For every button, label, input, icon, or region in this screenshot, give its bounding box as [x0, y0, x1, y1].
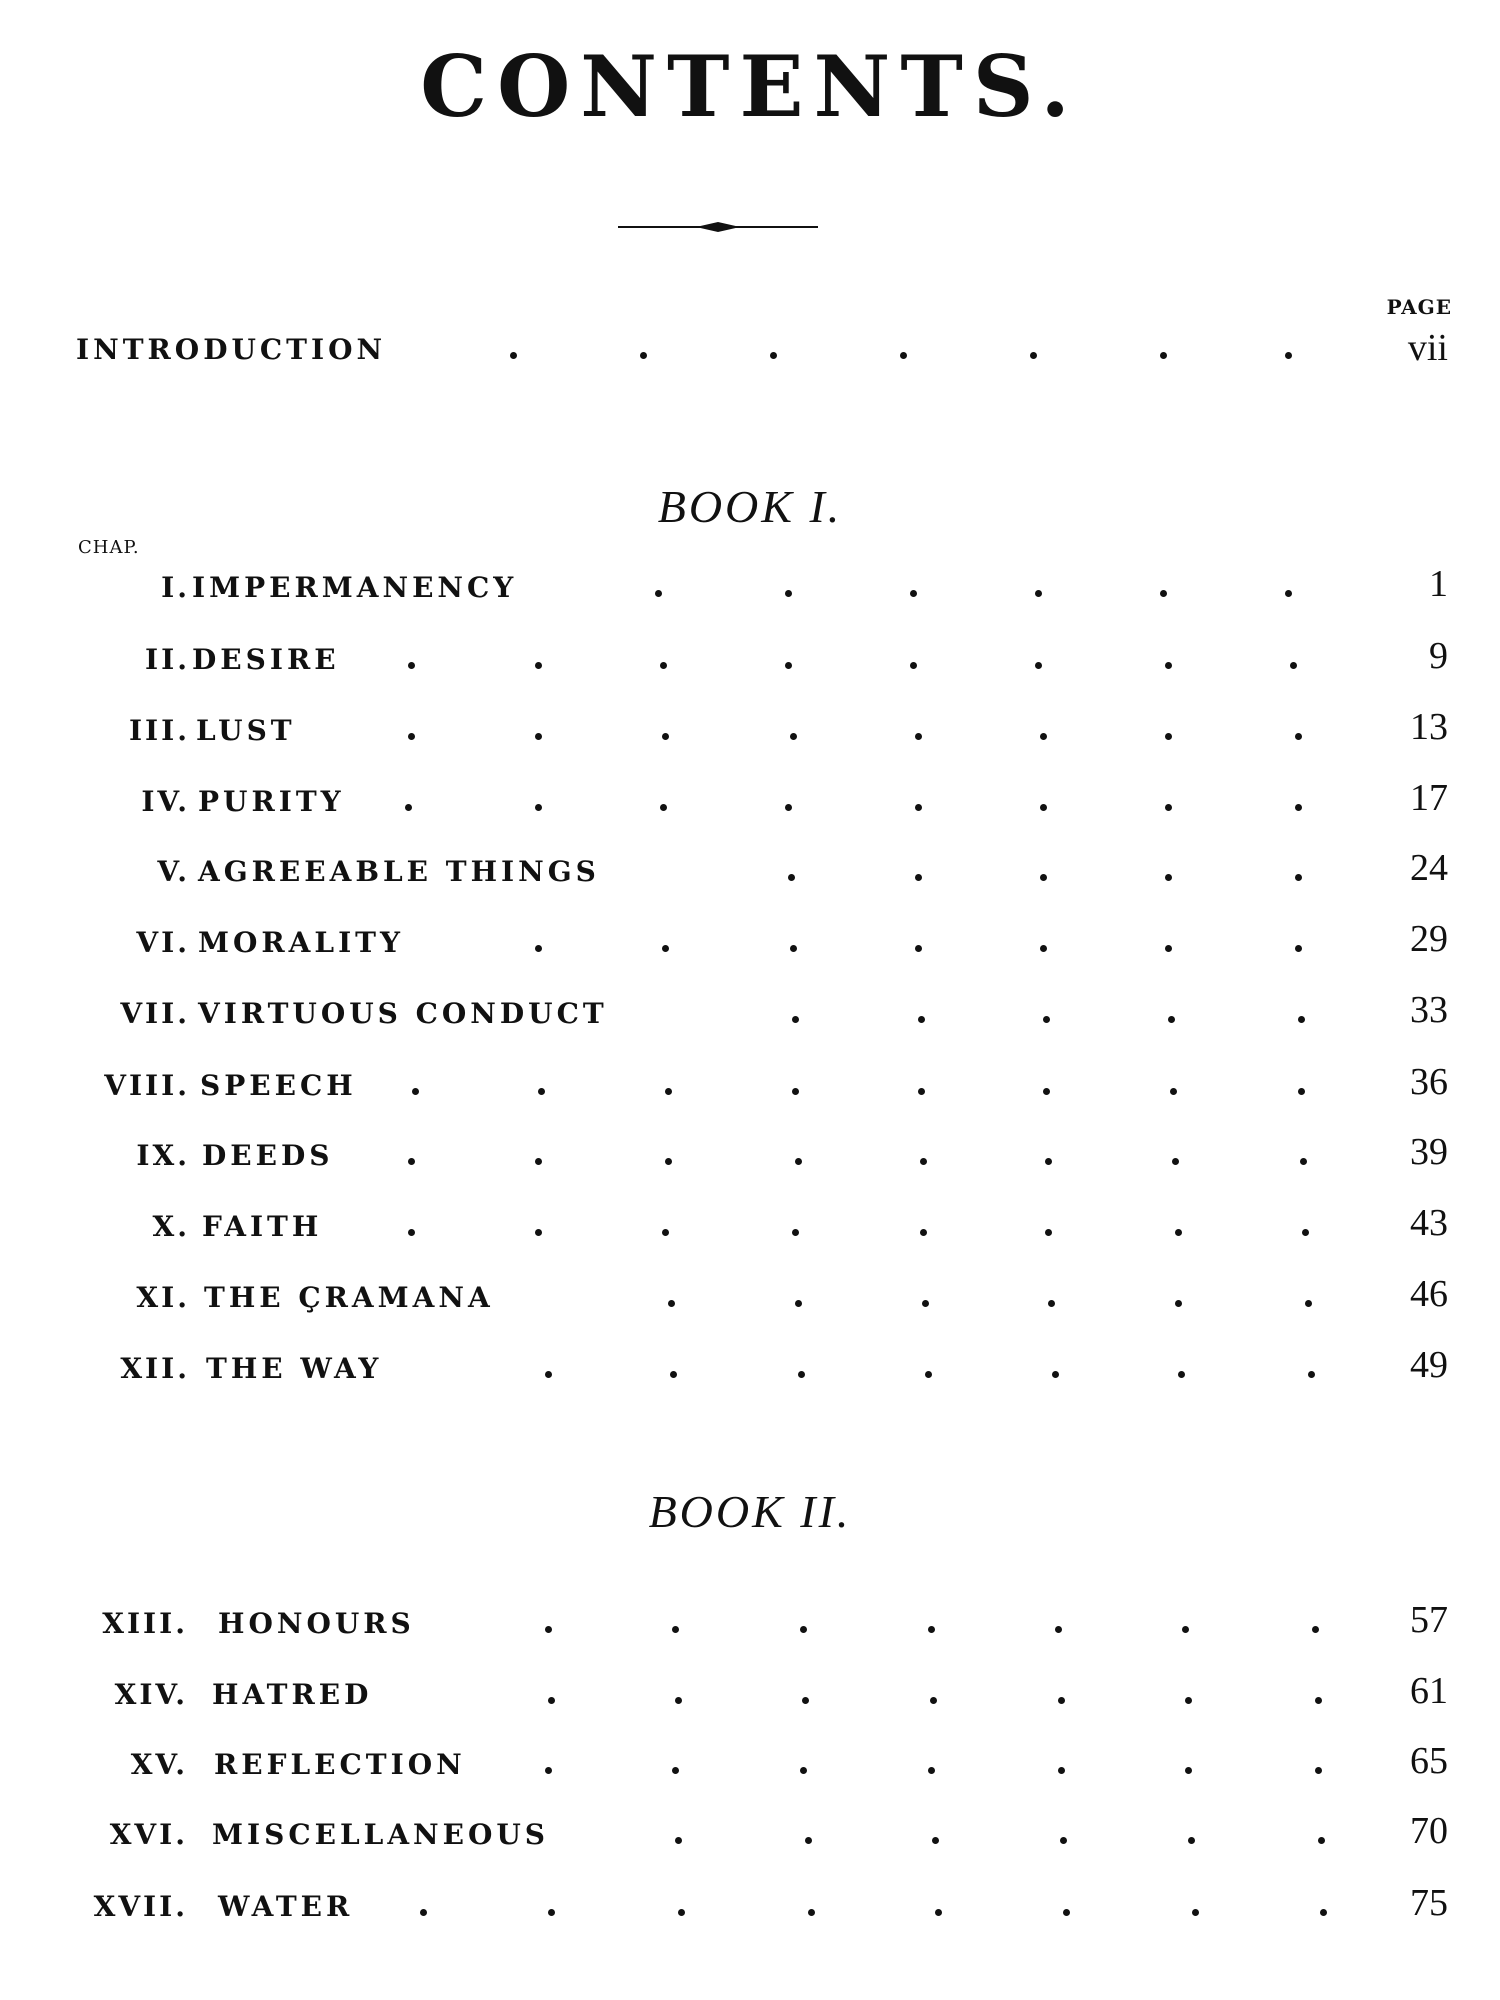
- chapter-page: 70: [1410, 1810, 1448, 1852]
- toc-entry: [0, 1807, 1500, 1857]
- chapter-title: REFLECTION: [214, 1748, 466, 1781]
- leader-dot: [798, 1371, 805, 1378]
- leader-dot: [1040, 733, 1047, 740]
- leader-dot: [1063, 1909, 1070, 1916]
- leader-dot: [1175, 1229, 1182, 1236]
- leader-dot: [1040, 874, 1047, 881]
- chapter-number: III.: [128, 714, 190, 747]
- chapter-page: 29: [1410, 918, 1448, 960]
- leader-dot: [1052, 1371, 1059, 1378]
- leader-dot: [915, 874, 922, 881]
- leader-dot: [1185, 1697, 1192, 1704]
- leader-dots: [0, 1341, 1500, 1391]
- entry-page: vii: [1407, 327, 1448, 369]
- leader-dot: [1312, 1626, 1319, 1633]
- chapter-page: 46: [1410, 1273, 1448, 1315]
- leader-dot: [1048, 1300, 1055, 1307]
- leader-dot: [1285, 590, 1292, 597]
- leader-dot: [548, 1697, 555, 1704]
- leader-dot: [535, 733, 542, 740]
- leader-dot: [535, 945, 542, 952]
- toc-entry: [0, 986, 1500, 1036]
- leader-dot: [1035, 662, 1042, 669]
- leader-dot: [670, 1371, 677, 1378]
- leader-dot: [928, 1626, 935, 1633]
- chapter-page: 33: [1410, 989, 1448, 1031]
- chapter-page: 61: [1410, 1670, 1448, 1712]
- leader-dot: [1295, 804, 1302, 811]
- leader-dot: [935, 1909, 942, 1916]
- leader-dot: [1160, 352, 1167, 359]
- leader-dot: [795, 1158, 802, 1165]
- leader-dot: [1060, 1837, 1067, 1844]
- chapter-page: 1: [1429, 563, 1448, 605]
- leader-dot: [1298, 1088, 1305, 1095]
- chapter-title: MORALITY: [198, 926, 404, 959]
- leader-dot: [1168, 1016, 1175, 1023]
- toc-entry-introduction: [0, 322, 1500, 372]
- leader-dot: [792, 1229, 799, 1236]
- leader-dot: [910, 662, 917, 669]
- toc-entry: [0, 1270, 1500, 1320]
- leader-dot: [665, 1088, 672, 1095]
- chapter-title: WATER: [218, 1890, 354, 1923]
- page-column-label: PAGE: [1386, 295, 1452, 319]
- leader-dot: [915, 804, 922, 811]
- chapter-number: IV.: [141, 785, 190, 818]
- leader-dot: [1043, 1088, 1050, 1095]
- leader-dot: [1302, 1229, 1309, 1236]
- chapter-title: VIRTUOUS CONDUCT: [198, 997, 608, 1030]
- chapter-title: DESIRE: [192, 643, 340, 676]
- book-2-heading: BOOK II.: [648, 1486, 852, 1537]
- leader-dot: [785, 590, 792, 597]
- leader-dot: [510, 352, 517, 359]
- leader-dot: [548, 1909, 555, 1916]
- chapter-title: SPEECH: [200, 1069, 357, 1102]
- leader-dot: [1295, 874, 1302, 881]
- leader-dot: [1298, 1016, 1305, 1023]
- toc-entry: [0, 1199, 1500, 1249]
- chapter-title: FAITH: [202, 1210, 323, 1243]
- chapter-title: AGREEABLE THINGS: [198, 855, 600, 888]
- leader-dots: [0, 632, 1500, 682]
- chapter-title: THE WAY: [206, 1352, 383, 1385]
- chapter-number: XII.: [120, 1352, 190, 1385]
- toc-entry: [0, 774, 1500, 824]
- leader-dot: [785, 662, 792, 669]
- leader-dot: [1295, 733, 1302, 740]
- chapter-number: I.: [161, 571, 190, 604]
- leader-dots: [0, 1596, 1500, 1646]
- leader-dots: [0, 703, 1500, 753]
- leader-dot: [662, 733, 669, 740]
- chapter-number: VII.: [120, 997, 190, 1030]
- leader-dot: [918, 1088, 925, 1095]
- leader-dot: [795, 1300, 802, 1307]
- chapter-number: XVII.: [93, 1890, 188, 1923]
- chapter-page: 49: [1410, 1344, 1448, 1386]
- leader-dot: [1043, 1016, 1050, 1023]
- leader-dot: [1040, 945, 1047, 952]
- chapter-title: LUST: [196, 714, 296, 747]
- leader-dot: [910, 590, 917, 597]
- leader-dot: [792, 1016, 799, 1023]
- leader-dot: [1030, 352, 1037, 359]
- leader-dot: [925, 1371, 932, 1378]
- toc-entry: [0, 915, 1500, 965]
- leader-dot: [1160, 590, 1167, 597]
- toc-entry: [0, 1128, 1500, 1178]
- leader-dot: [675, 1697, 682, 1704]
- leader-dot: [1182, 1626, 1189, 1633]
- chapter-page: 57: [1410, 1599, 1448, 1641]
- leader-dot: [672, 1626, 679, 1633]
- leader-dot: [1192, 1909, 1199, 1916]
- leader-dot: [412, 1088, 419, 1095]
- chapter-number: XIV.: [114, 1678, 188, 1711]
- leader-dot: [800, 1626, 807, 1633]
- chapter-number: VI.: [136, 926, 190, 959]
- toc-entry: [0, 632, 1500, 682]
- leader-dot: [535, 1158, 542, 1165]
- leader-dot: [1318, 1837, 1325, 1844]
- toc-entry: [0, 560, 1500, 610]
- leader-dot: [920, 1229, 927, 1236]
- leader-dot: [1320, 1909, 1327, 1916]
- leader-dot: [1185, 1767, 1192, 1774]
- leader-dot: [675, 1837, 682, 1844]
- leader-dot: [1165, 662, 1172, 669]
- leader-dot: [655, 590, 662, 597]
- chapter-number: XVI.: [109, 1818, 188, 1851]
- toc-entry: [0, 1667, 1500, 1717]
- leader-dot: [1058, 1767, 1065, 1774]
- leader-dots: [0, 1058, 1500, 1108]
- leader-dots: [0, 915, 1500, 965]
- leader-dot: [408, 662, 415, 669]
- leader-dot: [408, 1229, 415, 1236]
- chapter-title: DEEDS: [202, 1139, 334, 1172]
- chapter-number: VIII.: [104, 1069, 190, 1102]
- leader-dot: [665, 1158, 672, 1165]
- leader-dot: [790, 733, 797, 740]
- toc-entry: [0, 1737, 1500, 1787]
- leader-dot: [1285, 352, 1292, 359]
- leader-dot: [405, 804, 412, 811]
- leader-dot: [1045, 1158, 1052, 1165]
- leader-dot: [915, 733, 922, 740]
- chapter-page: 43: [1410, 1202, 1448, 1244]
- leader-dot: [1178, 1371, 1185, 1378]
- leader-dot: [1308, 1371, 1315, 1378]
- leader-dot: [1165, 733, 1172, 740]
- leader-dot: [808, 1909, 815, 1916]
- leader-dot: [1035, 590, 1042, 597]
- leader-dot: [1165, 874, 1172, 881]
- chapter-title: HATRED: [212, 1678, 373, 1711]
- chapter-title: THE ÇRAMANA: [204, 1281, 494, 1314]
- chapter-number: XIII.: [102, 1607, 188, 1640]
- leader-dot: [420, 1909, 427, 1916]
- leader-dot: [535, 804, 542, 811]
- leader-dot: [802, 1697, 809, 1704]
- leader-dot: [668, 1300, 675, 1307]
- chapter-number: IX.: [136, 1139, 190, 1172]
- leader-dot: [800, 1767, 807, 1774]
- chapter-number: II.: [145, 643, 190, 676]
- leader-dot: [672, 1767, 679, 1774]
- leader-dot: [545, 1626, 552, 1633]
- leader-dot: [1295, 945, 1302, 952]
- leader-dots: [0, 560, 1500, 610]
- leader-dots: [0, 1737, 1500, 1787]
- chapter-page: 75: [1410, 1882, 1448, 1924]
- leader-dot: [928, 1767, 935, 1774]
- leader-dot: [792, 1088, 799, 1095]
- chapter-title: IMPERMANENCY: [192, 571, 518, 604]
- leader-dot: [770, 352, 777, 359]
- leader-dots: [0, 1270, 1500, 1320]
- chapter-page: 36: [1410, 1061, 1448, 1103]
- leader-dot: [790, 945, 797, 952]
- leader-dot: [662, 1229, 669, 1236]
- leader-dot: [1058, 1697, 1065, 1704]
- leader-dot: [1165, 945, 1172, 952]
- contents-title: CONTENTS.: [420, 37, 1080, 136]
- leader-dots: [0, 1807, 1500, 1857]
- chapter-number: XI.: [136, 1281, 190, 1314]
- chapter-page: 39: [1410, 1131, 1448, 1173]
- leader-dot: [545, 1767, 552, 1774]
- leader-dot: [1165, 804, 1172, 811]
- leader-dots: [0, 1128, 1500, 1178]
- leader-dot: [538, 1088, 545, 1095]
- chapter-page: 9: [1429, 635, 1448, 677]
- leader-dot: [535, 662, 542, 669]
- chapter-number: X.: [152, 1210, 190, 1243]
- leader-dot: [1175, 1300, 1182, 1307]
- chapter-title: HONOURS: [218, 1607, 415, 1640]
- leader-dots: [0, 1879, 1500, 1929]
- leader-dots: [0, 322, 1500, 372]
- leader-dot: [930, 1697, 937, 1704]
- leader-dot: [678, 1909, 685, 1916]
- leader-dot: [408, 1158, 415, 1165]
- leader-dot: [785, 804, 792, 811]
- leader-dot: [932, 1837, 939, 1844]
- leader-dot: [788, 874, 795, 881]
- chapter-title: PURITY: [198, 785, 345, 818]
- chapter-number: XV.: [130, 1748, 188, 1781]
- leader-dots: [0, 844, 1500, 894]
- entry-title: INTRODUCTION: [76, 333, 387, 366]
- toc-entry: [0, 1341, 1500, 1391]
- leader-dot: [535, 1229, 542, 1236]
- leader-dot: [1055, 1626, 1062, 1633]
- leader-dot: [900, 352, 907, 359]
- leader-dot: [922, 1300, 929, 1307]
- leader-dot: [408, 733, 415, 740]
- chapter-number: V.: [157, 855, 190, 888]
- leader-dot: [1045, 1229, 1052, 1236]
- leader-dot: [1315, 1767, 1322, 1774]
- leader-dots: [0, 774, 1500, 824]
- chapter-page: 65: [1410, 1740, 1448, 1782]
- toc-entry: [0, 703, 1500, 753]
- toc-entry: [0, 1058, 1500, 1108]
- leader-dot: [1170, 1088, 1177, 1095]
- leader-dots: [0, 1667, 1500, 1717]
- leader-dot: [660, 662, 667, 669]
- chapter-page: 13: [1410, 706, 1448, 748]
- leader-dot: [920, 1158, 927, 1165]
- leader-dot: [1188, 1837, 1195, 1844]
- book-1-heading: BOOK I.: [657, 481, 843, 532]
- chap-label: CHAP.: [78, 537, 140, 558]
- leader-dot: [1315, 1697, 1322, 1704]
- chapter-title: MISCELLANEOUS: [212, 1818, 550, 1851]
- ornament-divider: [618, 220, 818, 234]
- toc-entry: [0, 1879, 1500, 1929]
- leader-dot: [1172, 1158, 1179, 1165]
- toc-entry: [0, 844, 1500, 894]
- chapter-page: 17: [1410, 777, 1448, 819]
- leader-dot: [1305, 1300, 1312, 1307]
- leader-dots: [0, 1199, 1500, 1249]
- toc-entry: [0, 1596, 1500, 1646]
- leader-dot: [545, 1371, 552, 1378]
- leader-dot: [660, 804, 667, 811]
- leader-dot: [1040, 804, 1047, 811]
- leader-dots: [0, 986, 1500, 1036]
- leader-dot: [1300, 1158, 1307, 1165]
- chapter-page: 24: [1410, 847, 1448, 889]
- leader-dot: [640, 352, 647, 359]
- leader-dot: [805, 1837, 812, 1844]
- leader-dot: [918, 1016, 925, 1023]
- leader-dot: [915, 945, 922, 952]
- leader-dot: [662, 945, 669, 952]
- leader-dot: [1290, 662, 1297, 669]
